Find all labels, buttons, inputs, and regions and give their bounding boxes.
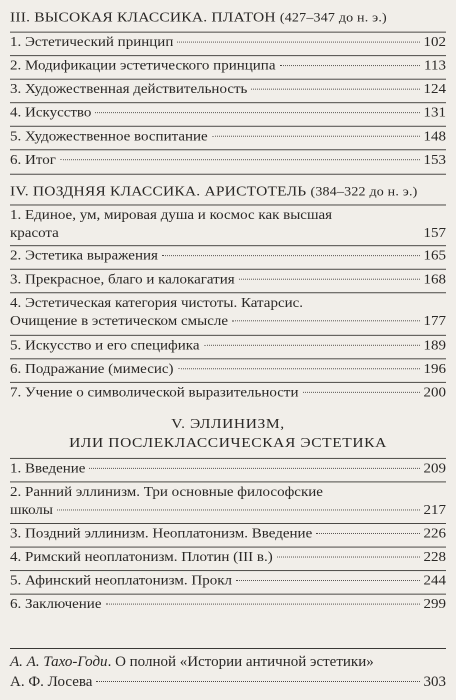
- divider: [10, 174, 446, 175]
- entry-page: 113: [424, 58, 446, 74]
- afterword-author-line2: А. Ф. Лосева: [10, 674, 93, 690]
- toc-entry[interactable]: [10, 128, 446, 146]
- divider: [10, 205, 446, 206]
- toc-entry[interactable]: [10, 151, 446, 169]
- section-4-title: IV. ПОЗДНЯЯ КЛАССИКА. АРИСТОТЕЛЬ: [10, 183, 307, 200]
- entry-title-line1: 1. Единое, ум, мировая душа и космос как высшая: [10, 208, 333, 223]
- entry-title: 6. Подражание (мимесис): [10, 362, 174, 377]
- toc-entry[interactable]: [10, 81, 446, 99]
- entry-page: 148: [423, 129, 446, 144]
- afterword-entry[interactable]: [10, 652, 446, 692]
- dot-leader: [251, 89, 419, 90]
- divider: [10, 547, 446, 548]
- entry-page: 131: [423, 105, 446, 121]
- entry-page: 209: [423, 461, 446, 477]
- dot-leader: [177, 42, 419, 43]
- entry-title: 1. Эстетический принцип: [10, 35, 174, 50]
- entry-title: 2. Модификации эстетического принципа: [10, 58, 276, 74]
- toc-entry[interactable]: [10, 360, 446, 378]
- divider: [10, 382, 446, 383]
- toc-entry[interactable]: [10, 595, 446, 613]
- entry-page: 153: [423, 152, 446, 168]
- toc-entry[interactable]: [10, 271, 446, 289]
- entry-title: 2. Эстетика выражения: [10, 248, 158, 264]
- divider: [10, 594, 446, 595]
- entry-page: 124: [423, 82, 446, 97]
- toc-entry[interactable]: [10, 294, 446, 330]
- divider: [10, 149, 446, 150]
- toc-entry[interactable]: [10, 57, 446, 75]
- entry-title: 5. Афинский неоплатонизм. Прокл: [10, 573, 232, 589]
- entry-title: 4. Искусство: [10, 105, 92, 121]
- entry-title: 7. Учение о символической выразительности: [10, 385, 299, 401]
- divider: [10, 648, 446, 649]
- entry-title: 1. Введение: [10, 461, 86, 477]
- section-3-heading: [10, 10, 448, 26]
- divider: [10, 335, 446, 336]
- entry-page: 244: [423, 573, 446, 589]
- toc-entry[interactable]: [10, 525, 446, 543]
- section-5-title-line2: ИЛИ ПОСЛЕКЛАССИЧЕСКАЯ ЭСТЕТИКА: [69, 435, 387, 451]
- entry-page: 189: [423, 338, 446, 353]
- divider: [10, 126, 446, 127]
- entry-title: 5. Художественное воспитание: [10, 129, 208, 144]
- afterword-page: 303: [423, 674, 446, 690]
- dot-leader: [162, 255, 420, 256]
- dot-leader: [106, 604, 420, 605]
- dot-leader: [303, 392, 420, 393]
- divider: [10, 55, 446, 56]
- dot-leader: [236, 580, 420, 581]
- afterword-title: . О полной «Истории античной эстетики»: [107, 654, 374, 670]
- entry-title-line1: 4. Эстетическая категория чистоты. Катарсис.: [10, 295, 304, 311]
- divider: [10, 570, 446, 571]
- dot-leader: [204, 345, 420, 346]
- divider: [10, 102, 446, 103]
- dot-leader: [232, 320, 419, 321]
- divider: [10, 269, 446, 270]
- dot-leader: [89, 468, 419, 469]
- entry-page: 157: [423, 226, 446, 241]
- toc-entry[interactable]: [10, 206, 446, 242]
- toc-entry[interactable]: [10, 104, 446, 122]
- entry-page: 196: [423, 362, 446, 377]
- entry-title: 6. Заключение: [10, 597, 102, 612]
- divider: [10, 358, 446, 359]
- entry-page: 177: [423, 314, 446, 329]
- divider: [10, 32, 446, 33]
- entry-page: 102: [423, 35, 446, 50]
- dot-leader: [316, 533, 419, 534]
- entry-title: 3. Художественная действительность: [10, 82, 248, 97]
- dot-leader: [96, 681, 419, 682]
- dot-leader: [178, 368, 420, 369]
- dot-leader: [212, 136, 420, 137]
- entry-title: 3. Поздний эллинизм. Неоплатонизм. Введение: [10, 526, 313, 542]
- section-3-title: III. ВЫСОКАЯ КЛАССИКА. ПЛАТОН: [10, 9, 276, 26]
- entry-title: 6. Итог: [10, 152, 56, 168]
- dot-leader: [57, 510, 420, 511]
- toc-entry[interactable]: [10, 247, 446, 265]
- section-5-title-line1: V. ЭЛЛИНИЗМ,: [171, 416, 285, 432]
- section-4-heading: [10, 184, 448, 200]
- dot-leader: [60, 159, 420, 160]
- dot-leader: [277, 557, 420, 558]
- divider: [10, 481, 446, 482]
- toc-entry[interactable]: [10, 483, 446, 519]
- section-4-dates: (384–322 до н. э.): [310, 185, 418, 200]
- divider: [10, 245, 446, 246]
- entry-title: 5. Искусство и его специфика: [10, 338, 200, 353]
- entry-title-line1: 2. Ранний эллинизм. Три основные философские: [10, 485, 323, 500]
- entry-page: 200: [423, 385, 446, 401]
- entry-page: 168: [423, 272, 446, 287]
- entry-title: Очищение в эстетическом смысле: [10, 314, 229, 329]
- divider: [10, 79, 446, 80]
- entry-page: 226: [423, 526, 446, 542]
- dot-leader: [95, 112, 419, 113]
- toc-entry[interactable]: [10, 384, 446, 402]
- divider: [10, 292, 446, 293]
- toc-entry[interactable]: [10, 460, 446, 478]
- entry-title: красота: [10, 226, 59, 241]
- entry-title: школы: [10, 503, 53, 518]
- dot-leader: [280, 65, 421, 66]
- toc-entry[interactable]: [10, 548, 446, 566]
- toc-entry[interactable]: [10, 337, 446, 355]
- entry-page: 217: [423, 503, 446, 518]
- section-3-dates: (427–347 до н. э.): [279, 11, 387, 26]
- toc-entry[interactable]: [10, 33, 446, 51]
- toc-entry[interactable]: [10, 572, 446, 590]
- entry-title: 4. Римский неоплатонизм. Плотин (III в.): [10, 550, 273, 565]
- entry-page: 299: [423, 597, 446, 612]
- entry-page: 228: [423, 550, 446, 565]
- divider: [10, 458, 446, 459]
- entry-page: 165: [423, 248, 446, 264]
- divider: [10, 523, 446, 524]
- afterword-author: А. А. Тахо-Годи: [10, 654, 108, 670]
- entry-title: 3. Прекрасное, благо и калокагатия: [10, 272, 235, 287]
- dot-leader: [239, 279, 420, 280]
